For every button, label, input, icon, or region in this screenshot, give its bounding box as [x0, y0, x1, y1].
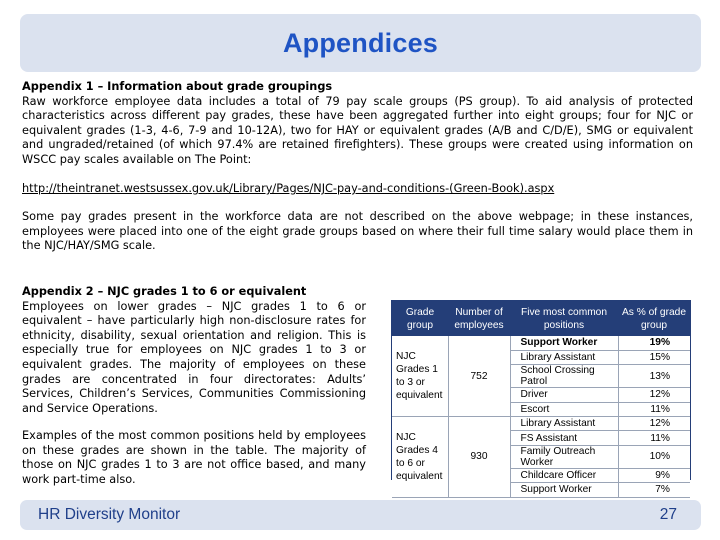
percent-cell: 11% — [618, 402, 690, 416]
position-cell: Support Worker — [510, 483, 618, 497]
position-cell: Support Worker — [510, 336, 618, 350]
footer-bar — [20, 500, 701, 530]
pay-conditions-link[interactable]: http://theintranet.westsussex.gov.uk/Library/Pages/NJC-pay-and-conditions-(Green-Book).aspx — [22, 182, 555, 195]
percent-cell: 12% — [618, 388, 690, 402]
grade-group-cell: NJC Grades 4 to 6 or equivalent — [392, 417, 448, 498]
position-cell: Library Assistant — [510, 417, 618, 431]
header-common-positions: Five most common positions — [520, 306, 608, 331]
positions-table — [391, 300, 691, 496]
appendix-2-body: Employees on lower grades – NJC grades 1 to 6 or equivalent – have particularly high non-disclosure rates for ethnicity, disability, sexual orientation and religion. This is especially true for employees on NJC grades 1 to 3 or equivalent grades. The majority of employees on these grades are concentrated in four directorates: Adults’ Services, Children’s Services, Communities Commissioning and Service Operations. — [22, 299, 366, 415]
position-cell: Escort — [510, 402, 618, 416]
title-bar — [20, 14, 701, 72]
position-cell: Library Assistant — [510, 350, 618, 364]
percent-cell: 11% — [618, 431, 690, 445]
appendix-1-body: Raw workforce employee data includes a total of 79 pay scale groups (PS group). To aid analysis of protected characteristics across different pay grades, these have been aggregated further into eight groups; four for NJC or equivalent grades (1-3, 4-6, 7-9 and 10-12A), two for HAY or equivalent grades (A/B and C/D/E), SMG or equivalent and ungraded/retained (of which 97.4% are retained firefighters). These groups were created using information on WSCC pay scales available on The Point: — [22, 94, 693, 166]
appendix-1-note: Some pay grades present in the workforce data are not described on the above webpage; in these instances, employees were placed into one of the eight grade groups based on where their full time salary would place them in the NJC/HAY/SMG scale. — [22, 210, 693, 253]
table-header-row — [392, 301, 690, 336]
appendix-1-heading: Appendix 1 – Information about grade groupings — [22, 80, 333, 93]
employee-count-cell: 930 — [448, 417, 510, 498]
appendix-1-section — [22, 80, 693, 168]
position-cell: FS Assistant — [510, 431, 618, 445]
appendix-2-examples: Examples of the most common positions held by employees on these grades are shown in the table. The majority of those on NJC grades 1 to 3 are not office based, and many work part-time also. — [22, 429, 366, 486]
employee-count-cell: 752 — [448, 336, 510, 417]
percent-cell: 10% — [618, 445, 690, 468]
percent-cell: 7% — [618, 483, 690, 497]
page-number: 27 — [659, 506, 677, 523]
header-percent-of-group: As % of grade group — [622, 306, 686, 331]
table-row — [392, 336, 690, 350]
percent-cell: 9% — [618, 468, 690, 482]
header-grade-group: Grade group — [405, 306, 435, 331]
appendix-2-heading: Appendix 2 – NJC grades 1 to 6 or equivalent — [22, 285, 307, 298]
position-cell: School Crossing Patrol — [510, 365, 618, 388]
position-cell: Childcare Officer — [510, 468, 618, 482]
page-title: Appendices — [282, 27, 439, 58]
percent-cell: 12% — [618, 417, 690, 431]
percent-cell: 19% — [618, 336, 690, 350]
percent-cell: 13% — [618, 365, 690, 388]
table-row — [392, 417, 690, 431]
percent-cell: 15% — [618, 350, 690, 364]
position-cell: Family Outreach Worker — [510, 445, 618, 468]
grade-group-cell: NJC Grades 1 to 3 or equivalent — [392, 336, 448, 417]
position-cell: Driver — [510, 388, 618, 402]
header-number-of-employees: Number of employees — [454, 306, 504, 331]
appendix-2-section — [22, 285, 366, 416]
footer-title: HR Diversity Monitor — [38, 506, 181, 523]
